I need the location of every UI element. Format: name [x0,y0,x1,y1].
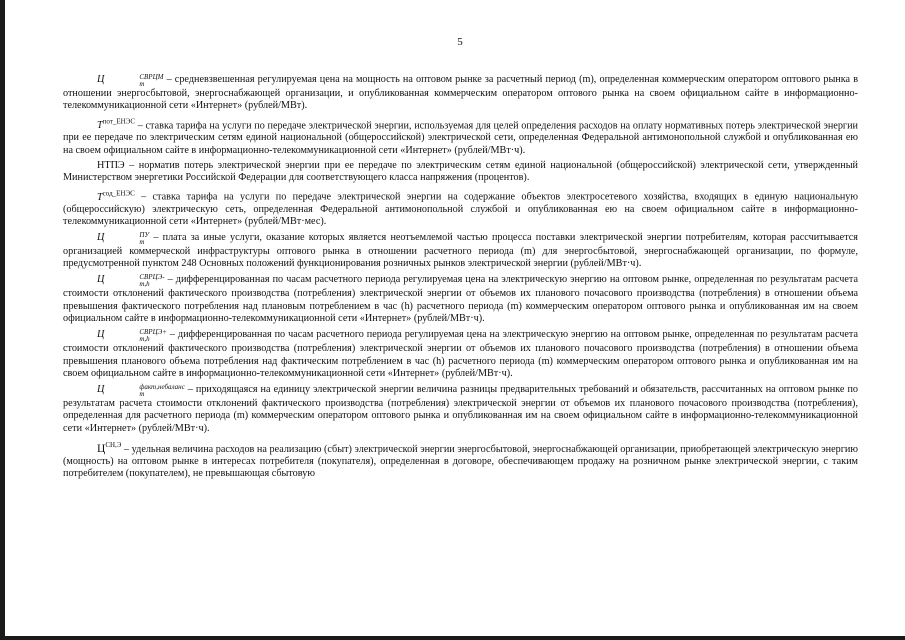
paragraph-c-svrce-plus: Ц СВРЦЭ+ m,h – дифференцированная по часам расчетного периода регулируемая цена на электрическую энергию на оптовом рынке, определенная по результатам расчета стоимости отклонений фактического производства (потребления) электрической энергии от объемов их планового почасового производства (потребления) в отношении объема превышения планового объема потребления над фактическим потреблением в час (h) расчетного периода (m) коммерческим оператором оптового рынка и опубликованная им на своем официальном сайте в информационно-телекоммуникационной сети «Интернет» (рублей/МВт·ч). [63,328,858,379]
document-body [63,74,858,484]
paragraph-c-fakt-nebalans: Ц факт,небаланс m – приходящаяся на единицу электрической энергии величина разницы предварительных требований и обязательств, рассчитанных на оптовом рынке по результатам расчета стоимости отклонений фактического производства (потребления) электрической энергии от объемов их планового почасового производства (потребления), определенная для расчетного периода (m) коммерческим оператором оптового рынка и опубликованная им на своем официальном сайте в информационно-телекоммуникационной сети «Интернет» (рублей/МВт·ч). [63,383,858,434]
symbol-c-svrcm: Ц СВРЦМ m [97,73,164,88]
paragraph-c-svrcm: Ц СВРЦМ m – средневзвешенная регулируемая цена на мощность на оптовом рынке за расчетный период (m), определенная коммерческим оператором оптового рынка в отношении энергосбытовой, энергоснабжающей организации, и опубликованная коммерческим оператором оптового рынка на своем официальном сайте в информационно-телекоммуникационной сети «Интернет» (рублей/МВт). [63,73,858,112]
paragraph-t-sod-enes: $Т^{сод\_ЕНЭС}$ – ставка тарифа на услуги по передаче электрической энергии на содержание объектов электросетевого хозяйства, входящих в единую национальную (общероссийскую) электрическую сеть, определенная Федеральной антимонопольной службой и опубликованная ею на своем официальном сайте в информационно-телекоммуникационной сети «Интернет» (рублей/МВт·мес). [63,189,858,228]
symbol-t-sod-enes: $Т^{сод\_ЕНЭС}$ [97,189,135,203]
page-number: 5 [457,36,463,48]
scan-left-edge [0,0,5,640]
symbol-c-fakt-nebalans: Ц факт,небаланс m [97,383,185,399]
symbol-c-sn-e: $Ц^{СН,Э}$ [97,441,122,455]
paragraph-c-sn-e: $Ц^{СН,Э}$ – удельная величина расходов на реализацию (сбыт) электрической энергии энергосбытовой, энергоснабжающей организации, приобретающей электрическую энергию (мощность) на оптовом рынке в интересах потребителя (покупателя), определенная в договоре, обеспечивающем продажу на розничном рынке электрической энергии, с таким потребителем (покупателем), не превышающая сбытовую [63,441,858,480]
symbol-c-svrce-minus: Ц СВРЦЭ- m,h [97,273,165,289]
paragraph-ntpe: НТПЭ – норматив потерь электрической энергии при ее передаче по электрическим сетям единой национальной (общероссийской) электрической сети, утвержденный Министерством энергетики Российской Федерации для соответствующего класса напряжения (процентов). [63,159,858,184]
symbol-ntpe: НТПЭ [97,159,125,171]
scan-bottom-edge [0,636,905,640]
symbol-c-pu: Ц ПУ m [97,230,150,246]
paragraph-c-pu: Ц ПУ m – плата за иные услуги, оказание которых является неотъемлемой частью процесса поставки электрической энергии потребителям, которая рассчитывается организацией коммерческой инфраструктуры оптового рынка в отношении расчетного периода (m) для энергосбытовой, энергоснабжающей организации, по формуле, предусмотренной пунктом 248 Основных положений функционирования розничных рынков электрической энергии (рублей/МВт·ч). [63,230,858,270]
paragraph-c-svrce-minus: Ц СВРЦЭ- m,h – дифференцированная по часам расчетного периода регулируемая цена на электрическую энергию на оптовом рынке, определенная по результатам расчета стоимости отклонений фактического производства (потребления) электрической энергии от объемов их планового почасового производства (потребления) в отношении объема превышения фактического потребления над плановым потреблением в час (h) расчетного периода (m) коммерческим оператором оптового рынка и опубликованная им на своем официальном сайте в информационно-телекоммуникационной сети «Интернет» (рублей/МВт·ч). [63,273,858,324]
paragraph-t-pot-enes: $Т^{пот\_ЕНЭС}$ – ставка тарифа на услуги по передаче электрической энергии, используемая для целей определения расходов на оплату нормативных потерь электрической энергии при ее передаче по электрическим сетям единой национальной (общероссийской) электрической сети, определенная Федеральной антимонопольной службой и опубликованная ею на своем официальном сайте в информационно-телекоммуникационной сети «Интернет» (рублей/МВт·ч). [63,117,858,156]
symbol-t-pot-enes: $Т^{пот\_ЕНЭС}$ [97,117,136,131]
symbol-c-svrce-plus: Ц СВРЦЭ+ m,h [97,328,167,344]
